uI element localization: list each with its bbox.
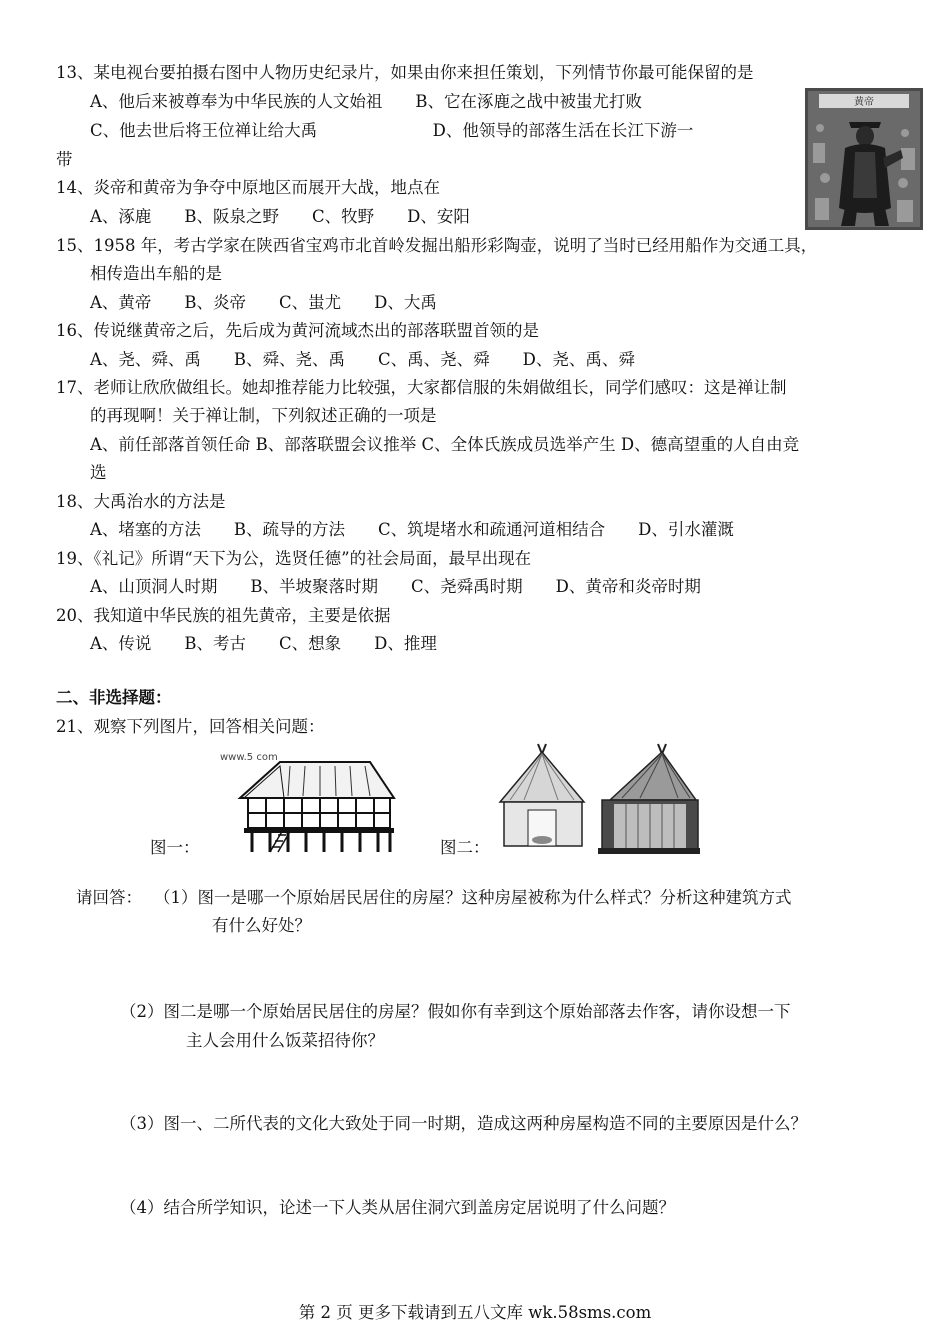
q15-stem-line2: 相传造出车船的是 — [90, 264, 222, 283]
portrait-caption: 黄帝 — [854, 97, 874, 108]
q16-stem: 16、传说继黄帝之后，先后成为黄河流域杰出的部落联盟首领的是 — [56, 321, 539, 340]
q15-options: A、黄帝 B、炎帝 C、蚩尤 D、大禹 — [90, 293, 437, 312]
q18-stem: 18、大禹治水的方法是 — [56, 492, 226, 511]
q13-wrap: 带 — [56, 150, 73, 169]
sub-question-1a: （1）图一是哪一个原始居民居住的房屋？这种房屋被称为什么样式？分析这种建筑方式 — [154, 888, 792, 907]
q14-options: A、涿鹿 B、阪泉之野 C、牧野 D、安阳 — [90, 207, 470, 226]
q20-options: A、传说 B、考古 C、想象 D、推理 — [90, 634, 437, 653]
round-huts-image — [498, 740, 700, 856]
q14-stem: 14、炎帝和黄帝为争夺中原地区而展开大战，地点在 — [56, 178, 440, 197]
q17-stem-line2: 的再现啊！关于禅让制，下列叙述正确的一项是 — [90, 406, 437, 425]
q16-options: A、尧、舜、禹 B、舜、尧、禹 C、禹、尧、舜 D、尧、禹、舜 — [90, 350, 635, 369]
q15-stem: 15、1958 年，考古学家在陕西省宝鸡市北首岭发掘出船形彩陶壶，说明了当时已经用船作为交通工具， — [56, 236, 818, 255]
sub-question-3: （3）图一、二所代表的文化大致处于同一时期，造成这两种房屋构造不同的主要原因是什么？ — [120, 1114, 807, 1133]
q17-stem: 17、老师让欣欣做组长。她却推荐能力比较强，大家都信服的朱娟做组长，同学们感叹：这是禅让制 — [56, 378, 787, 397]
q21-stem: 21、观察下列图片，回答相关问题： — [56, 717, 325, 736]
sub-question-1b: 有什么好处？ — [212, 916, 311, 935]
sub-question-4: （4）结合所学知识，论述一下人类从居住洞穴到盖房定居说明了什么问题？ — [120, 1198, 675, 1217]
q17-wrap: 选 — [90, 463, 107, 482]
q13-options-cd: C、他去世后将王位禅让给大禹 D、他领导的部落生活在长江下游一 — [90, 121, 694, 140]
answer-prefix: 请回答： — [76, 888, 142, 907]
huangdi-portrait-image — [805, 88, 923, 230]
sub-question-2a: （2）图二是哪一个原始居民居住的房屋？假如你有幸到这个原始部落去作客，请你设想一下 — [120, 1002, 791, 1021]
q18-options: A、堵塞的方法 B、疏导的方法 C、筑堤堵水和疏通河道相结合 D、引水灌溉 — [90, 520, 734, 539]
fig1-watermark: www.5 com — [220, 752, 278, 763]
q20-stem: 20、我知道中华民族的祖先黄帝，主要是依据 — [56, 606, 391, 625]
fig1-label: 图一： — [150, 838, 200, 857]
q17-options: A、前任部落首领任命 B、部落联盟会议推举 C、全体氏族成员选举产生 D、德高望重的人自由竞 — [90, 435, 800, 454]
q19-options: A、山顶洞人时期 B、半坡聚落时期 C、尧舜禹时期 D、黄帝和炎帝时期 — [90, 577, 701, 596]
section2-heading: 二、非选择题： — [56, 688, 172, 707]
stilt-house-image — [210, 748, 400, 856]
sub-question-2b: 主人会用什么饭菜招待你？ — [186, 1031, 384, 1050]
q13-stem: 13、某电视台要拍摄右图中人物历史纪录片，如果由你来担任策划，下列情节你最可能保留的是 — [56, 63, 754, 82]
q19-stem: 19、《礼记》所谓“天下为公，选贤任德”的社会局面，最早出现在 — [56, 549, 532, 568]
page-footer: 第 2 页 更多下载请到五八文库 wk.58sms.com — [298, 1303, 652, 1322]
q13-options-ab: A、他后来被尊奉为中华民族的人文始祖 B、它在涿鹿之战中被蚩尤打败 — [90, 92, 643, 111]
fig2-label: 图二： — [440, 838, 490, 857]
